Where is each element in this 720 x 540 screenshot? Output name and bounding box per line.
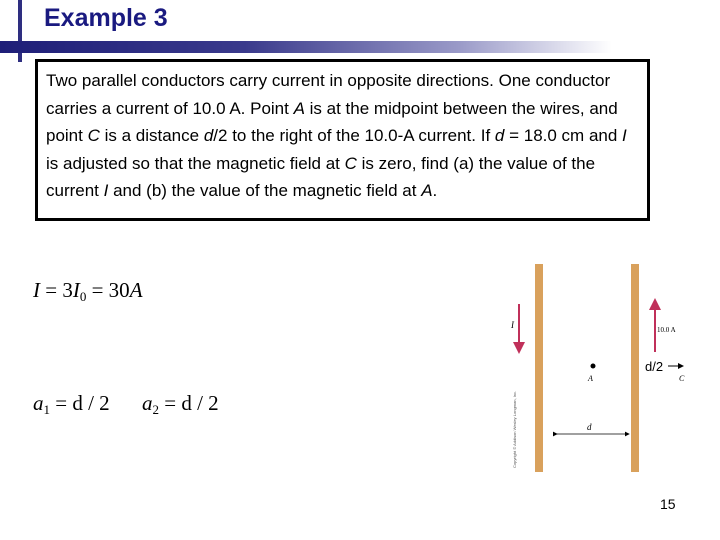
problem-text: is zero, find (a) the value of the current <box>46 153 596 200</box>
equation-a2: $a_2 = d / 2$ <box>142 391 219 417</box>
point-c-ref: C <box>87 126 100 145</box>
copyright-caption: Copyright © Addison Wesley Longman, Inc. <box>512 390 517 468</box>
problem-statement <box>35 59 650 221</box>
problem-text: is a distance <box>99 126 204 145</box>
distance-d-ref: d <box>494 126 505 145</box>
current-i-ref: I <box>622 126 627 145</box>
point-a-ref: A <box>421 181 433 200</box>
problem-text: and (b) the value of the magnetic field at <box>108 181 422 200</box>
label-point-a: A <box>588 374 593 383</box>
point-a-dot <box>591 364 596 369</box>
point-c-ref: C <box>344 153 357 173</box>
problem-text: is adjusted so that the magnetic field at <box>46 153 345 173</box>
label-point-c: C <box>679 374 685 383</box>
label-distance-d: d <box>587 422 592 432</box>
slide-title: Example 3 <box>44 4 168 32</box>
equation-a1: $a_1 = d / 2$ <box>33 391 110 417</box>
point-a-ref: A <box>293 98 305 118</box>
left-wire <box>535 264 543 472</box>
problem-text: = 18.0 cm and <box>504 126 623 145</box>
label-current-10a: 10.0 A <box>657 326 676 334</box>
right-wire <box>631 264 639 472</box>
label-half-distance: d/2 <box>645 359 664 374</box>
problem-text: . <box>432 181 438 200</box>
distance-d-ref: d <box>203 126 214 145</box>
label-current-i: I <box>511 320 514 330</box>
parallel-wires-figure <box>505 262 690 474</box>
problem-text: is at the midpoint between the wires, and point <box>46 98 618 145</box>
equation-current: $I = 3I_0 = 30A$ <box>33 278 143 304</box>
problem-text: Two parallel conductors carry current in opposite directions. One conductor carries a current of 10.0 A. Point <box>46 71 611 118</box>
problem-text: /2 to the right of the 10.0-A current. If <box>213 126 495 145</box>
title-underline-gradient <box>0 41 612 53</box>
current-i-ref: I <box>103 181 109 200</box>
page-number: 15 <box>660 496 676 512</box>
